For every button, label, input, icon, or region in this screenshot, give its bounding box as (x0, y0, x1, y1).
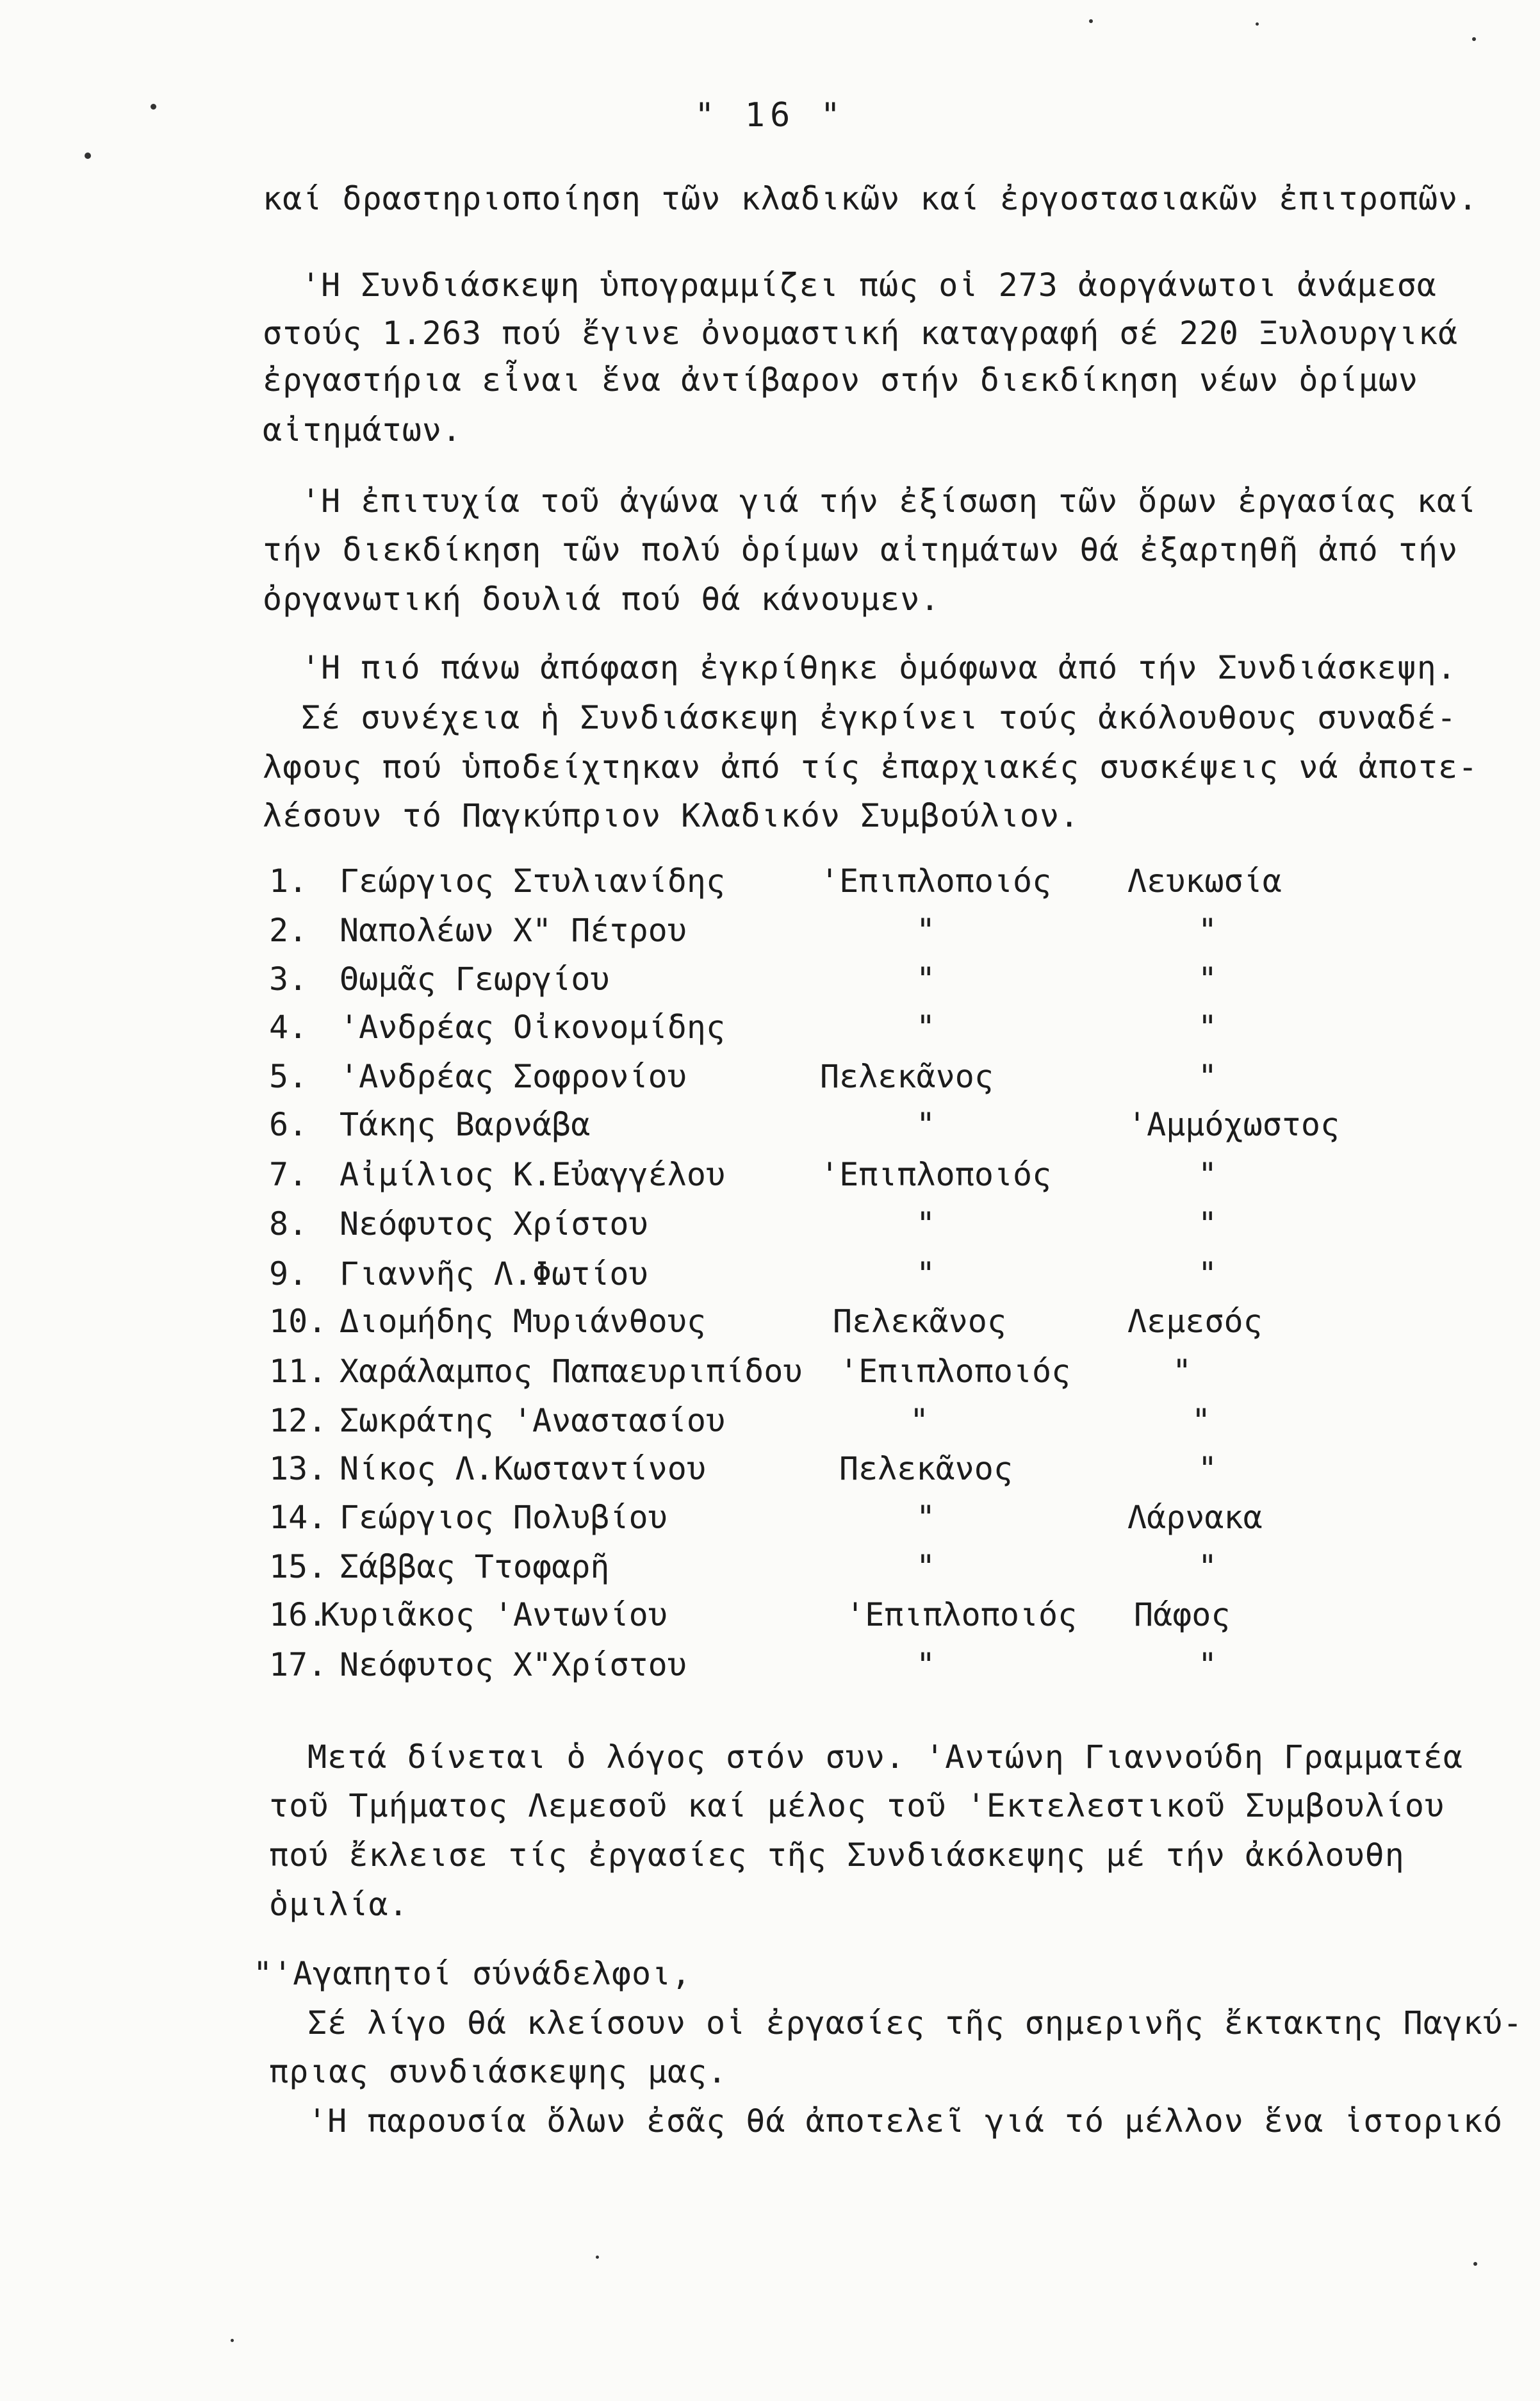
list-item (0, 1401, 1540, 1440)
member-town: Λάρνακα (1127, 1499, 1263, 1536)
text-line: Σέ συνέχεια ἡ Συνδιάσκεψη ἐγκρίνει τούς ἀκόλουθους συναδέ- (301, 699, 1457, 736)
member-trade: " (916, 1548, 936, 1585)
member-town: " (1198, 912, 1218, 949)
text-line: αἰτημάτων. (263, 411, 463, 449)
text-line: πριας συνδιάσκεψης μας. (269, 2053, 728, 2090)
member-name: Νεόφυτος Χρίστου (340, 1205, 648, 1242)
member-town: " (1198, 1450, 1218, 1487)
text-line: ἐργαστήρια εἶναι ἕνα ἀντίβαρον στήν διεκδίκηση νέων ὁρίμων (263, 361, 1418, 399)
member-town: " (1198, 1548, 1218, 1585)
member-town: " (1198, 1255, 1218, 1292)
scan-speck (1472, 37, 1476, 41)
member-trade: 'Επιπλοποιός (820, 862, 1052, 900)
member-name: Τάκης Βαρνάβα (340, 1106, 591, 1143)
member-town: Πάφος (1134, 1596, 1231, 1633)
scan-speck (1256, 22, 1259, 26)
member-name: Σάββας Ττοφαρῆ (340, 1548, 610, 1585)
member-name: Ναπολέων Χ" Πέτρου (340, 912, 687, 949)
list-item (0, 862, 1540, 900)
text-line: ὁμιλία. (269, 1886, 409, 1923)
text-line: ὀργανωτική δουλιά πού θά κάνουμεν. (263, 581, 940, 618)
scan-speck (596, 2256, 599, 2259)
list-item (0, 1205, 1540, 1243)
text-line: καί δραστηριοποίηση τῶν κλαδικῶν καί ἐργοστασιακῶν ἐπιτροπῶν. (263, 180, 1479, 217)
scan-speck (1473, 2262, 1477, 2266)
member-name: 'Ανδρέας Οἰκονομίδης (340, 1009, 726, 1046)
scan-speck (85, 153, 91, 159)
member-number: 11. (269, 1353, 327, 1390)
member-number: 5. (269, 1058, 308, 1095)
member-number: 7. (269, 1156, 308, 1193)
list-item (0, 1057, 1540, 1096)
member-number: 12. (269, 1402, 327, 1439)
member-trade: " (916, 1499, 936, 1536)
list-item (0, 911, 1540, 950)
text-line: "'Αγαπητοί σύνάδελφοι, (253, 1955, 692, 1992)
scan-speck (1089, 19, 1093, 23)
member-trade: Πελεκᾶνος (839, 1450, 1013, 1487)
member-name: Διομήδης Μυριάνθους (340, 1303, 706, 1340)
text-line: στούς 1.263 πού ἔγινε ὀνομαστική καταγραφή σέ 220 Ξυλουργικά (263, 315, 1459, 352)
text-line: 'Η ἐπιτυχία τοῦ ἀγώνα γιά τήν ἐξίσωση τῶν ὅρων ἐργασίας καί (301, 483, 1477, 520)
list-item (0, 1008, 1540, 1046)
text-line: 'Η πιό πάνω ἀπόφαση ἐγκρίθηκε ὁμόφωνα ἀπό τήν Συνδιάσκεψη. (301, 649, 1457, 686)
text-line: Σέ λίγο θά κλείσουν οἱ ἐργασίες τῆς σημερινῆς ἔκτακτης Παγκύ- (307, 2004, 1523, 2042)
member-number: 4. (269, 1009, 308, 1046)
list-item (0, 1302, 1540, 1341)
member-number: 10. (269, 1303, 327, 1340)
member-name: Αἰμίλιος Κ.Εὐαγγέλου (340, 1156, 726, 1193)
member-town: " (1198, 1156, 1218, 1193)
list-item (0, 1155, 1540, 1194)
member-trade: Πελεκᾶνος (820, 1058, 994, 1095)
list-item (0, 960, 1540, 998)
member-name: 'Ανδρέας Σοφρονίου (340, 1058, 687, 1095)
member-town: " (1198, 961, 1218, 998)
scan-speck (151, 104, 156, 110)
member-trade: " (916, 912, 936, 949)
member-number: 1. (269, 862, 308, 900)
member-name: Θωμᾶς Γεωργίου (340, 961, 610, 998)
member-town: Λεμεσός (1127, 1303, 1263, 1340)
member-trade: " (916, 1106, 936, 1143)
member-trade: 'Επιπλοποιός (846, 1596, 1077, 1633)
list-item (0, 1105, 1540, 1144)
member-town: 'Αμμόχωστος (1127, 1106, 1340, 1143)
member-town: " (1172, 1353, 1192, 1390)
member-trade: " (916, 1205, 936, 1242)
member-number: 17. (269, 1646, 327, 1683)
member-name: Χαράλαμπος Παπαευριπίδου (340, 1353, 803, 1390)
member-trade: " (916, 1255, 936, 1292)
member-trade: " (916, 961, 936, 998)
member-number: 14. (269, 1499, 327, 1536)
list-item (0, 1449, 1540, 1488)
member-name: Γεώργιος Πολυβίου (340, 1499, 668, 1536)
member-number: 13. (269, 1450, 327, 1487)
list-item (0, 1352, 1540, 1390)
member-trade: " (916, 1646, 936, 1683)
list-item (0, 1646, 1540, 1684)
member-name: Νίκος Λ.Κωσταντίνου (340, 1450, 706, 1487)
text-line: Μετά δίνεται ὁ λόγος στόν συν. 'Αντώνη Γιαννούδη Γραμματέα (307, 1738, 1463, 1776)
text-line: λφους πού ὑποδείχτηκαν ἀπό τίς ἐπαρχιακές συσκέψεις νά ἀποτε- (263, 748, 1479, 786)
text-line: λέσουν τό Παγκύπριον Κλαδικόν Συμβούλιον. (263, 797, 1080, 834)
member-town: " (1192, 1402, 1211, 1439)
member-town: " (1198, 1009, 1218, 1046)
text-line: 'Η παρουσία ὅλων ἐσᾶς θά ἀποτελεῖ γιά τό μέλλον ἕνα ἱστορικό (307, 2102, 1503, 2140)
member-town: Λευκωσία (1127, 862, 1282, 900)
member-number: 6. (269, 1106, 308, 1143)
member-name: Νεόφυτος Χ"Χρίστου (340, 1646, 687, 1683)
member-number: 16. (269, 1596, 327, 1633)
member-trade: 'Επιπλοποιός (839, 1353, 1071, 1390)
scan-speck (231, 2339, 234, 2342)
member-number: 2. (269, 912, 308, 949)
member-number: 3. (269, 961, 308, 998)
member-trade: 'Επιπλοποιός (820, 1156, 1052, 1193)
list-item (0, 1498, 1540, 1537)
text-line: 'Η Συνδιάσκεψη ὑπογραμμίζει πώς οἱ 273 ἀοργάνωτοι ἀνάμεσα (301, 267, 1437, 304)
list-item (0, 1547, 1540, 1586)
text-line: πού ἔκλεισε τίς ἐργασίες τῆς Συνδιάσκεψης μέ τήν ἀκόλουθη (269, 1836, 1405, 1874)
text-line: τοῦ Τμήματος Λεμεσοῦ καί μέλος τοῦ 'Εκτελεστικοῦ Συμβουλίου (269, 1787, 1445, 1824)
member-trade: " (910, 1402, 930, 1439)
member-town: " (1198, 1205, 1218, 1242)
page-number: " 16 " (694, 96, 846, 135)
member-trade: " (916, 1009, 936, 1046)
text-line: τήν διεκδίκηση τῶν πολύ ὁρίμων αἰτημάτων θά ἐξαρτηθῆ ἀπό τήν (263, 531, 1459, 568)
list-item (0, 1596, 1540, 1634)
member-number: 15. (269, 1548, 327, 1585)
member-town: " (1198, 1058, 1218, 1095)
member-number: 9. (269, 1255, 308, 1292)
member-trade: Πελεκᾶνος (833, 1303, 1006, 1340)
member-town: " (1198, 1646, 1218, 1683)
member-name: Γεώργιος Στυλιανίδης (340, 862, 726, 900)
member-name: Σωκράτης 'Αναστασίου (340, 1402, 726, 1439)
member-name: Γιαννῆς Λ.Φωτίου (340, 1255, 648, 1292)
member-number: 8. (269, 1205, 308, 1242)
list-item (0, 1255, 1540, 1293)
member-name: Κυριᾶκος 'Αντωνίου (320, 1596, 668, 1633)
